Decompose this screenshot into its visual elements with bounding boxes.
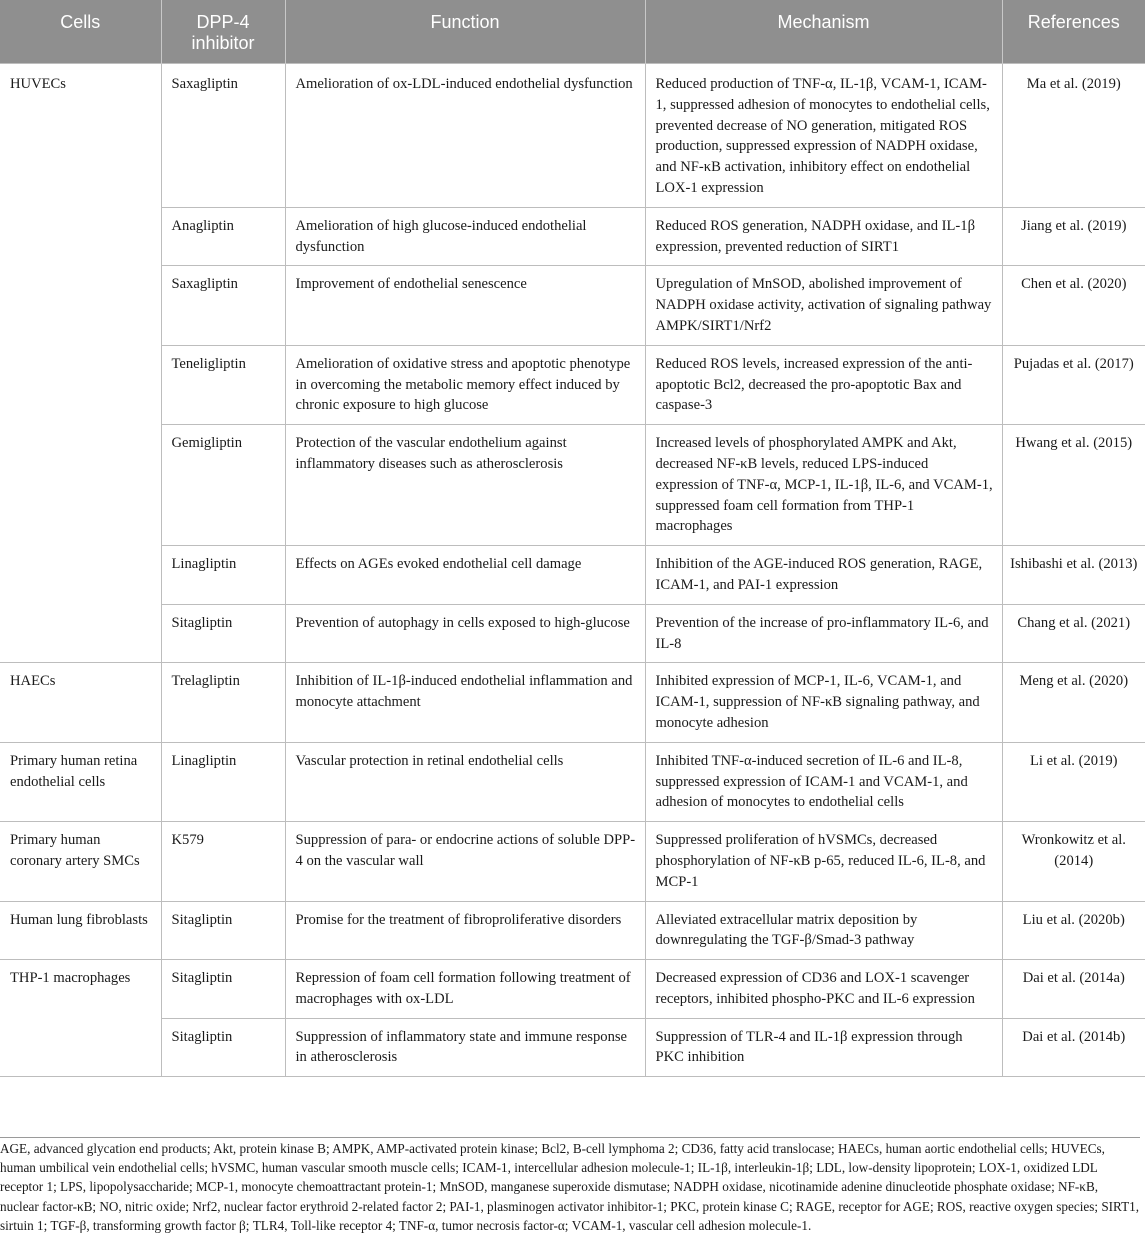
table-row	[0, 822, 1145, 901]
table-row	[0, 425, 1145, 546]
reference: Hwang et al. (2015)	[1002, 425, 1145, 546]
reference: Chang et al. (2021)	[1002, 604, 1145, 663]
table-row	[0, 1018, 1145, 1077]
reference: Wronkowitz et al. (2014)	[1002, 822, 1145, 901]
header-cells: Cells	[0, 0, 161, 64]
table-row	[0, 266, 1145, 345]
cell-type: THP-1 macrophages	[0, 960, 161, 1077]
inhibitor: Trelagliptin	[161, 663, 285, 742]
mechanism: Inhibition of the AGE-induced ROS generation, RAGE, ICAM-1, and PAI-1 expression	[645, 546, 1002, 605]
table-row	[0, 663, 1145, 742]
function: Amelioration of high glucose-induced endothelial dysfunction	[285, 207, 645, 266]
mechanism: Upregulation of MnSOD, abolished improvement of NADPH oxidase activity, activation of signaling pathway AMPK/SIRT1/Nrf2	[645, 266, 1002, 345]
mechanism: Alleviated extracellular matrix deposition by downregulating the TGF-β/Smad-3 pathway	[645, 901, 1002, 960]
reference: Pujadas et al. (2017)	[1002, 345, 1145, 424]
header-inhibitor: DPP-4 inhibitor	[161, 0, 285, 64]
header-mechanism: Mechanism	[645, 0, 1002, 64]
function: Improvement of endothelial senescence	[285, 266, 645, 345]
table-footnote: AGE, advanced glycation end products; Akt, protein kinase B; AMPK, AMP-activated protein kinase; Bcl2, B-cell lymphoma 2; CD36, fatty acid translocase; HAECs, human aortic endothelial cells; HUVECs, human umbilical vein endothelial cells; hVSMC, human vascular smooth muscle cells; ICAM-1, intercellular adhesion molecule-1; IL-1β, interleukin-1β; LDL, low-density lipoprotein; LOX-1, oxidized LDL receptor 1; LPS, lipopolysaccharide; MCP-1, monocyte chemoattractant protein-1; MnSOD, manganese superoxide dismutase; NADPH oxidase, nicotinamide adenine dinucleotide phosphate oxidase; NF-κB, nuclear factor-κB; NO, nitric oxide; Nrf2, nuclear factor erythroid 2-related factor 2; PAI-1, plasminogen activator inhibitor-1; PKC, protein kinase C; RAGE, receptor for AGE; ROS, reactive oxygen species; SIRT1, sirtuin 1; TGF-β, transforming growth factor β; TLR4, Toll-like receptor 4; TNF-α, tumor necrosis factor-α; VCAM-1, vascular cell adhesion molecule-1.	[0, 1137, 1140, 1235]
cell-type: Human lung fibroblasts	[0, 901, 161, 960]
reference: Meng et al. (2020)	[1002, 663, 1145, 742]
table-row	[0, 604, 1145, 663]
cell-type: HAECs	[0, 663, 161, 742]
inhibitor: Saxagliptin	[161, 64, 285, 208]
reference: Ishibashi et al. (2013)	[1002, 546, 1145, 605]
function: Suppression of inflammatory state and immune response in atherosclerosis	[285, 1018, 645, 1077]
inhibitor: Linagliptin	[161, 742, 285, 821]
reference: Dai et al. (2014a)	[1002, 960, 1145, 1019]
inhibitor: Saxagliptin	[161, 266, 285, 345]
table-row	[0, 207, 1145, 266]
function: Inhibition of IL-1β-induced endothelial inflammation and monocyte attachment	[285, 663, 645, 742]
mechanism: Reduced production of TNF-α, IL-1β, VCAM-1, ICAM-1, suppressed adhesion of monocytes to endothelial cells, prevented decrease of NO generation, mitigated ROS production, suppressed expression of NADPH oxidase, and NF-κB activation, inhibitory effect on endothelial LOX-1 expression	[645, 64, 1002, 208]
table-row	[0, 742, 1145, 821]
table-row	[0, 546, 1145, 605]
mechanism: Prevention of the increase of pro-inflammatory IL-6, and IL-8	[645, 604, 1002, 663]
inhibitor: Anagliptin	[161, 207, 285, 266]
mechanism: Inhibited TNF-α-induced secretion of IL-6 and IL-8, suppressed expression of ICAM-1 and VCAM-1, and adhesion of monocytes to endothelial cells	[645, 742, 1002, 821]
inhibitor: Sitagliptin	[161, 604, 285, 663]
header-row	[0, 0, 1145, 64]
cell-type: Primary human coronary artery SMCs	[0, 822, 161, 901]
inhibitor: Linagliptin	[161, 546, 285, 605]
inhibitor: K579	[161, 822, 285, 901]
function: Prevention of autophagy in cells exposed to high-glucose	[285, 604, 645, 663]
reference: Jiang et al. (2019)	[1002, 207, 1145, 266]
function: Effects on AGEs evoked endothelial cell damage	[285, 546, 645, 605]
reference: Li et al. (2019)	[1002, 742, 1145, 821]
reference: Liu et al. (2020b)	[1002, 901, 1145, 960]
mechanism: Reduced ROS generation, NADPH oxidase, and IL-1β expression, prevented reduction of SIRT1	[645, 207, 1002, 266]
table-row	[0, 64, 1145, 208]
function: Promise for the treatment of fibroproliferative disorders	[285, 901, 645, 960]
function: Amelioration of ox-LDL-induced endothelial dysfunction	[285, 64, 645, 208]
table-row	[0, 901, 1145, 960]
mechanism: Reduced ROS levels, increased expression of the anti-apoptotic Bcl2, decreased the pro-apoptotic Bax and caspase-3	[645, 345, 1002, 424]
inhibitor: Sitagliptin	[161, 960, 285, 1019]
cell-type: HUVECs	[0, 64, 161, 663]
mechanism: Decreased expression of CD36 and LOX-1 scavenger receptors, inhibited phospho-PKC and IL-6 expression	[645, 960, 1002, 1019]
mechanism: Suppressed proliferation of hVSMCs, decreased phosphorylation of NF-κB p-65, reduced IL-6, IL-8, and MCP-1	[645, 822, 1002, 901]
table-row	[0, 960, 1145, 1019]
inhibitor: Sitagliptin	[161, 1018, 285, 1077]
inhibitor: Sitagliptin	[161, 901, 285, 960]
reference: Chen et al. (2020)	[1002, 266, 1145, 345]
inhibitor: Gemigliptin	[161, 425, 285, 546]
mechanism: Inhibited expression of MCP-1, IL-6, VCAM-1, and ICAM-1, suppression of NF-κB signaling pathway, and monocyte adhesion	[645, 663, 1002, 742]
reference: Dai et al. (2014b)	[1002, 1018, 1145, 1077]
inhibitor: Teneligliptin	[161, 345, 285, 424]
function: Protection of the vascular endothelium against inflammatory diseases such as atherosclerosis	[285, 425, 645, 546]
function: Vascular protection in retinal endothelial cells	[285, 742, 645, 821]
header-function: Function	[285, 0, 645, 64]
function: Amelioration of oxidative stress and apoptotic phenotype in overcoming the metabolic memory effect induced by chronic exposure to high glucose	[285, 345, 645, 424]
reference: Ma et al. (2019)	[1002, 64, 1145, 208]
table-body	[0, 64, 1145, 1077]
header-references: References	[1002, 0, 1145, 64]
cell-type: Primary human retina endothelial cells	[0, 742, 161, 821]
mechanism: Suppression of TLR-4 and IL-1β expression through PKC inhibition	[645, 1018, 1002, 1077]
table-row	[0, 345, 1145, 424]
function: Suppression of para- or endocrine actions of soluble DPP-4 on the vascular wall	[285, 822, 645, 901]
mechanism: Increased levels of phosphorylated AMPK and Akt, decreased NF-κB levels, reduced LPS-induced expression of TNF-α, MCP-1, IL-1β, IL-6, and VCAM-1, suppressed foam cell formation from THP-1 macrophages	[645, 425, 1002, 546]
table-header	[0, 0, 1145, 64]
function: Repression of foam cell formation following treatment of macrophages with ox-LDL	[285, 960, 645, 1019]
